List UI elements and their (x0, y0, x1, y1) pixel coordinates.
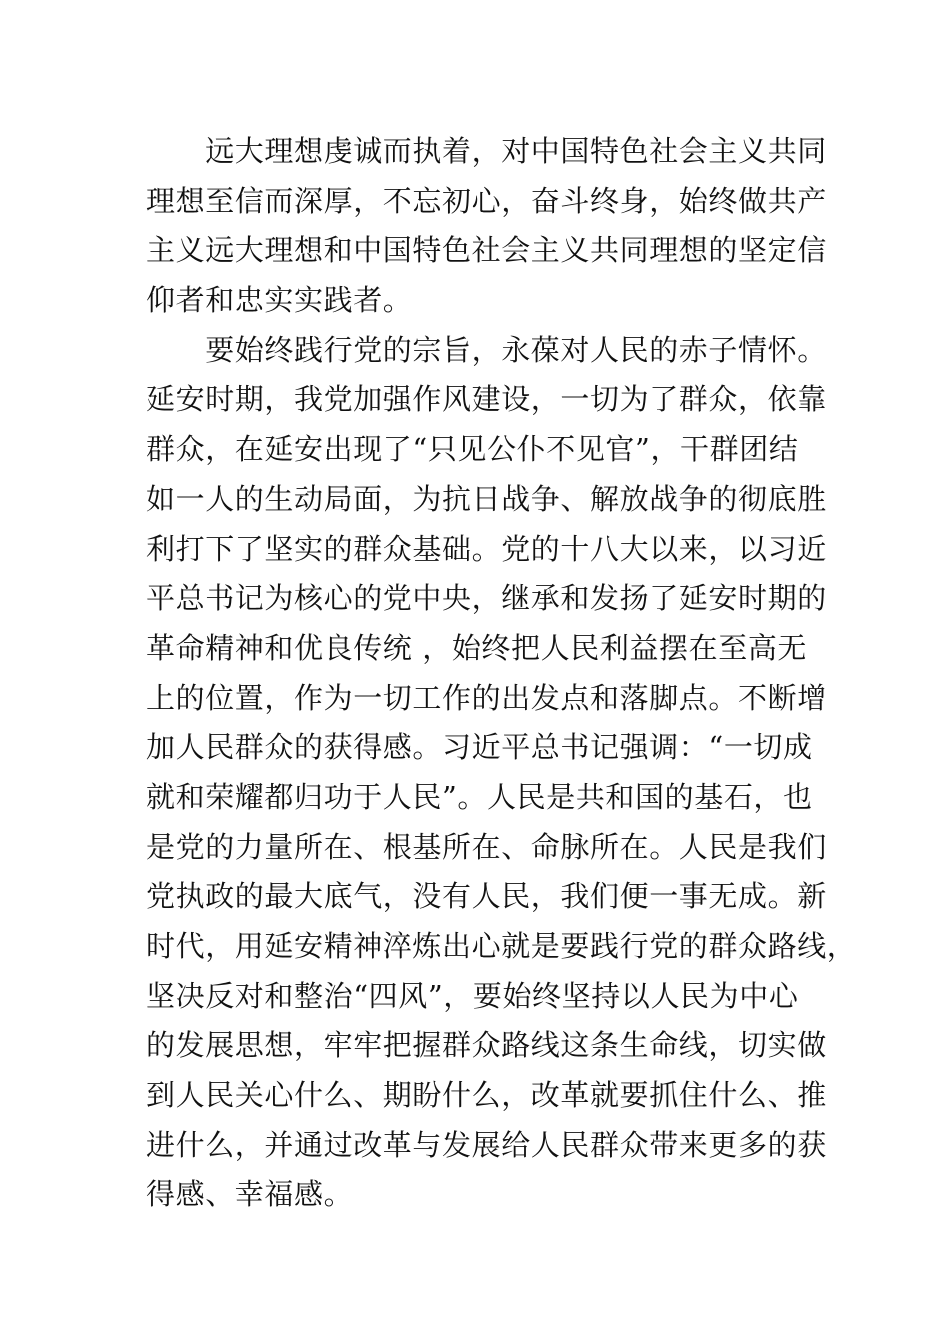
text-line: 到人民关心什么、期盼什么，改革就要抓住什么、推 (146, 1078, 827, 1113)
body-text (146, 127, 857, 1220)
text-line: 群众，在延安出现了“只见公仆不见官”，干群团结 (146, 432, 799, 467)
text-line: 平总书记为核心的党中央，继承和发扬了延安时期的 (146, 581, 827, 616)
text-line: 就和荣耀都归功于人民”。人民是共和国的基石，也 (146, 779, 813, 814)
text-line: 要始终践行党的宗旨，永葆对人民的赤子情怀。 (146, 332, 827, 367)
text-line: 得感、幸福感。 (146, 1177, 354, 1212)
text-line: 时代，用延安精神淬炼出心就是要践行党的群众路线， (146, 929, 857, 963)
text-line: 如一人的生动局面，为抗日战争、解放战争的彻底胜 (146, 481, 827, 516)
text-line: 远大理想虔诚而执着，对中国特色社会主义共同 (146, 134, 827, 168)
text-line: 上的位置，作为一切工作的出发点和落脚点。不断增 (146, 680, 827, 715)
text-line: 主义远大理想和中国特色社会主义共同理想的坚定信 (146, 233, 827, 268)
text-line: 的发展思想，牢牢把握群众路线这条生命线，切实做 (146, 1028, 827, 1063)
text-line: 利打下了坚实的群众基础。党的十八大以来，以习近 (146, 531, 827, 566)
text-line: 加人民群众的获得感。习近平总书记强调：“一切成 (146, 730, 813, 765)
text-line: 理想至信而深厚，不忘初心，奋斗终身，始终做共产 (146, 183, 827, 218)
text-line: 延安时期，我党加强作风建设，一切为了群众，依靠 (146, 382, 827, 417)
text-line: 革命精神和优良传统 ，始终把人民利益摆在至高无 (146, 630, 808, 665)
text-line: 是党的力量所在、根基所在、命脉所在。人民是我们 (146, 829, 827, 864)
text-line: 坚决反对和整治“四风”，要始终坚持以人民为中心 (146, 978, 799, 1013)
text-line: 仰者和忠实实践者。 (146, 283, 413, 318)
text-line: 进什么，并通过改革与发展给人民群众带来更多的获 (146, 1127, 827, 1162)
text-line: 党执政的最大底气，没有人民，我们便一事无成。新 (146, 879, 827, 914)
